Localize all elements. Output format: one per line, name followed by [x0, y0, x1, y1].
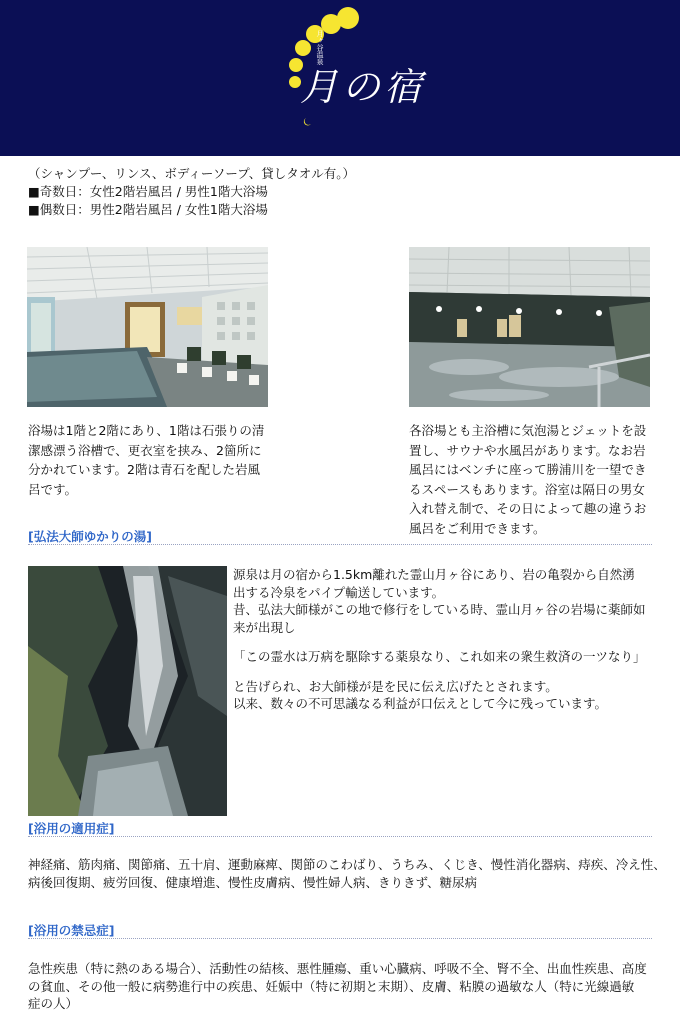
- caption-line: 入れ替え制で、その日によって趣の違うお: [409, 501, 647, 516]
- kobo-line: 来が出現し: [233, 619, 296, 635]
- kobo-line: 出する冷泉をパイプ輸送しています。: [233, 584, 445, 600]
- kobo-line: と告げられ、お大師様が是を民に伝え広げたとされます。: [233, 678, 558, 694]
- caption-line: るスペースもあります。浴室は隔日の男女: [409, 481, 645, 497]
- odd-day-schedule: ■奇数日：女性2階岩風呂 / 男性1階大浴場: [28, 184, 268, 199]
- caption-line: 呂です。: [28, 481, 78, 497]
- section-heading-kobo: [28, 526, 652, 545]
- contraindications-line: 症の人）: [28, 996, 79, 1011]
- logo-title: 月の宿: [300, 65, 427, 109]
- kobo-line: 昔、弘法大師様がこの地で修行をしている時、霊山月ヶ谷の岩場に薬師如: [233, 602, 646, 617]
- kobo-line: 以来、数々の不可思議なる利益が口伝えとして今に残っています。: [233, 696, 608, 711]
- contraindications-line: 急性疾患（特に熱のある場合）、活動性の結核、悪性腫瘍、重い心臓病、呼吸不全、腎不全、出血性疾患、高度: [28, 961, 647, 976]
- caption-line: 風呂をご利用できます。: [409, 520, 546, 536]
- section-title: [弘法大師ゆかりの湯]: [28, 529, 152, 544]
- photo-first-floor-bath: [27, 247, 268, 407]
- logo-subtitle: 月ヶ谷温泉: [316, 30, 324, 65]
- indications-list: [28, 856, 668, 891]
- photo-spring-source: [28, 566, 227, 816]
- kobo-description: [233, 566, 673, 713]
- caption-first-floor-bath: [28, 421, 278, 499]
- section-title: [浴用の適用症]: [28, 821, 115, 836]
- contraindications-line: の貧血、その他一般に病勢進行中の疾患、妊娠中（特に初期と末期）、皮膚、粘膜の過敏な人（特に光線過敏: [28, 978, 635, 994]
- caption-line: 潔感漂う浴槽で、更衣室を挟み、2箇所に: [28, 442, 262, 458]
- photo-rock-bath: [409, 247, 650, 407]
- section-heading-indications: [28, 818, 652, 837]
- caption-line: 分かれています。2階は青石を配した岩風: [28, 462, 260, 477]
- section-heading-contraindications: [28, 920, 652, 939]
- even-day-schedule: ■偶数日：男性2階岩風呂 / 女性1階大浴場: [28, 202, 268, 217]
- kobo-line: 源泉は月の宿から1.5km離れた霊山月ヶ谷にあり、岩の亀裂から自然湧: [233, 567, 635, 582]
- amenities-note: （シャンプー、リンス、ボディーソープ、貸しタオル有。）: [28, 166, 356, 181]
- contraindications-list: [28, 960, 668, 1013]
- header-banner: [0, 0, 680, 156]
- indications-line: 神経痛、筋肉痛、関節痛、五十肩、運動麻痺、関節のこわばり、うちみ、くじき、慢性消化器病、痔疾、冷え性、: [28, 857, 666, 872]
- caption-line: 浴場は1階と2階にあり、1階は石張りの清: [28, 423, 265, 438]
- intro-block: [28, 165, 355, 219]
- caption-line: 置し、サウナや水風呂があります。なお岩: [409, 442, 646, 458]
- kobo-quote: 「この霊水は万病を駆除する薬泉なり、これ如来の衆生救済の一ツなり」: [233, 649, 646, 664]
- indications-line: 病後回復期、疲労回復、健康増進、慢性皮膚病、慢性婦人病、きりきず、糖尿病: [28, 874, 478, 890]
- section-title: [浴用の禁忌症]: [28, 923, 115, 938]
- caption-line: 各浴場とも主浴槽に気泡湯とジェットを設: [409, 423, 647, 438]
- caption-rock-bath: [409, 421, 659, 538]
- caption-line: 風呂にはベンチに座って勝浦川を一望でき: [409, 462, 647, 477]
